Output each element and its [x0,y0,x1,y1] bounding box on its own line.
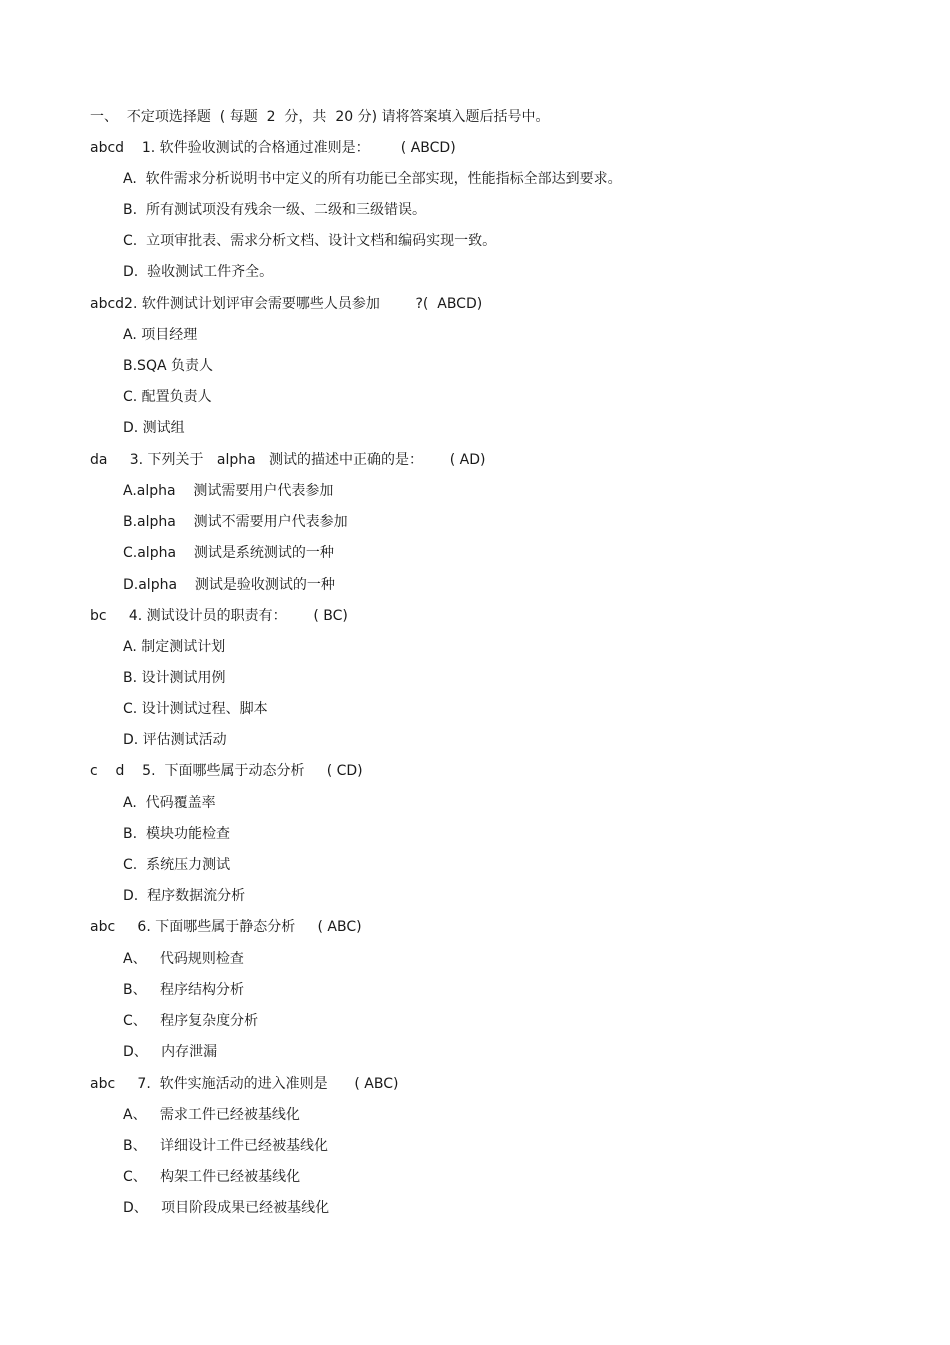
question-5: c d 5. 下面哪些属于动态分析 ( CD) [90,763,363,779]
question-3-option-c: C.alpha 测试是系统测试的一种 [123,545,334,561]
question-6-option-d: D、 内存泄漏 [123,1044,218,1060]
section-heading: 一、 不定项选择题 ( 每题 2 分，共 20 分) 请将答案填入题后括号中。 [90,109,550,125]
question-5-option-c: C. 系统压力测试 [123,857,231,873]
question-3-option-d: D.alpha 测试是验收测试的一种 [123,577,335,593]
question-4-option-c: C. 设计测试过程、脚本 [123,701,268,717]
question-4-option-a: A. 制定测试计划 [123,639,226,655]
question-4: bc 4. 测试设计员的职责有： ( BC) [90,608,348,624]
question-3-option-a: A.alpha 测试需要用户代表参加 [123,483,334,499]
question-7-option-c: C、 构架工件已经被基线化 [123,1169,301,1185]
question-3-option-b: B.alpha 测试不需要用户代表参加 [123,514,348,530]
question-7-option-d: D、 项目阶段成果已经被基线化 [123,1200,330,1216]
question-2-option-a: A. 项目经理 [123,327,198,343]
question-5-option-b: B. 模块功能检查 [123,826,230,842]
question-4-option-b: B. 设计测试用例 [123,670,226,686]
question-7-option-a: A、 需求工件已经被基线化 [123,1107,300,1123]
question-7-option-b: B、 详细设计工件已经被基线化 [123,1138,328,1154]
question-1-option-d: D. 验收测试工件齐全。 [123,264,274,280]
question-1-option-a: A. 软件需求分析说明书中定义的所有功能已全部实现，性能指标全部达到要求。 [123,171,622,187]
question-5-option-d: D. 程序数据流分析 [123,888,246,904]
question-1-option-b: B. 所有测试项没有残余一级、二级和三级错误。 [123,202,426,218]
question-1: abcd 1. 软件验收测试的合格通过准则是： ( ABCD) [90,140,456,156]
question-3: da 3. 下列关于 alpha 测试的描述中正确的是： ( AD) [90,452,486,468]
question-6: abc 6. 下面哪些属于静态分析 ( ABC) [90,919,362,935]
question-2-option-b: B.SQA 负责人 [123,358,213,374]
question-2-option-d: D. 测试组 [123,420,185,436]
question-2: abcd2. 软件测试计划评审会需要哪些人员参加 ?( ABCD) [90,296,483,312]
question-1-option-c: C. 立项审批表、需求分析文档、设计文档和编码实现一致。 [123,233,497,249]
question-5-option-a: A. 代码覆盖率 [123,795,216,811]
question-4-option-d: D. 评估测试活动 [123,732,227,748]
question-6-option-b: B、 程序结构分析 [123,982,244,998]
question-6-option-c: C、 程序复杂度分析 [123,1013,259,1029]
question-7: abc 7. 软件实施活动的进入准则是 ( ABC) [90,1076,399,1092]
question-2-option-c: C. 配置负责人 [123,389,212,405]
question-6-option-a: A、 代码规则检查 [123,951,244,967]
